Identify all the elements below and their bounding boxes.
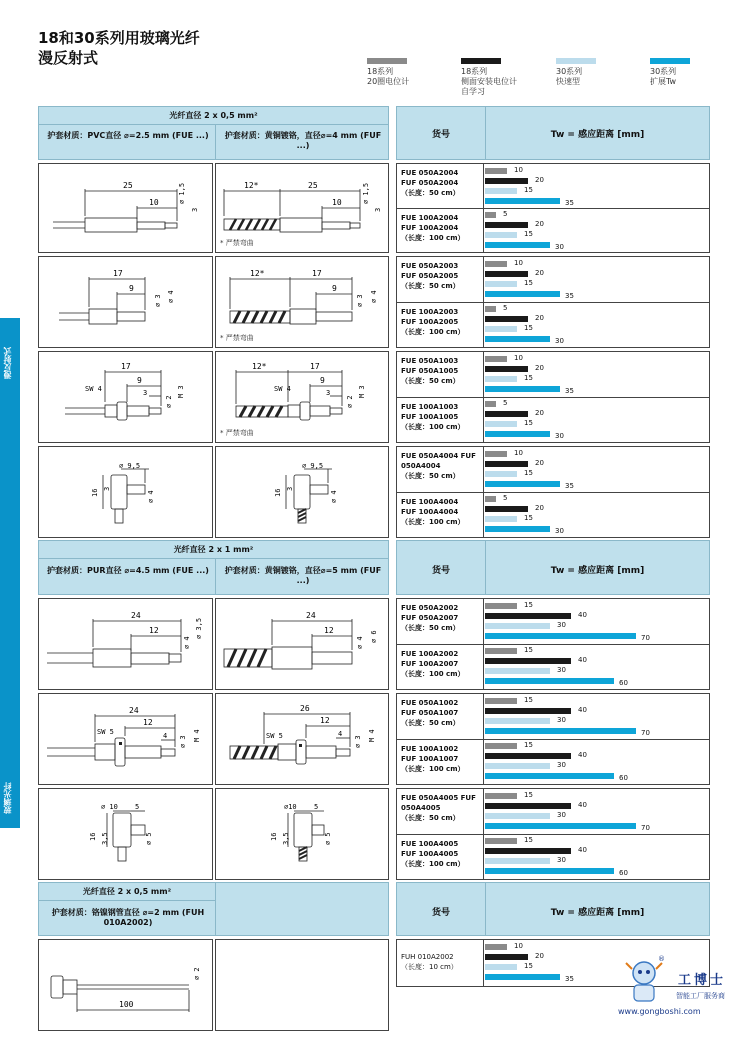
dim-label: 17 — [121, 362, 131, 371]
tw-bar-value: 70 — [641, 824, 650, 832]
tw-bar — [485, 168, 507, 174]
tw-bar — [485, 954, 528, 960]
tw-bar — [485, 623, 550, 629]
tw-bar — [485, 411, 528, 417]
tw-bar-value: 30 — [557, 761, 566, 769]
dim-label: ⌀ 5 — [145, 832, 153, 845]
dim-label: 9 — [320, 376, 325, 385]
tw-bar-value: 10 — [514, 259, 523, 267]
tw-bar-value: 15 — [524, 324, 533, 332]
dim-label: 10 — [332, 198, 342, 207]
tw-bar — [485, 838, 517, 844]
fiber-drawing — [39, 940, 212, 1030]
tw-bar — [485, 212, 496, 218]
dim-label: 12* — [244, 181, 259, 190]
tw-bar — [485, 753, 571, 759]
dim-label: ⌀ 4 — [167, 290, 175, 303]
dim-label: ⌀ 4 — [147, 490, 155, 503]
tw-bar — [485, 242, 550, 248]
dim-label: 16 — [274, 488, 282, 497]
dim-label: ⌀10 — [284, 803, 297, 811]
legend-label: 自学习 — [461, 87, 485, 96]
dim-label: M 4 — [193, 729, 201, 742]
product-code: FUE 100A1002 FUF 100A1007 （长度：100 cm） — [401, 745, 465, 773]
tw-bar-value: 35 — [565, 292, 574, 300]
note-no-bend: * 严禁弯曲 — [220, 334, 254, 342]
dim-label: 26 — [300, 704, 310, 713]
dim-label: 17 — [312, 269, 322, 278]
tw-bar-value: 20 — [535, 952, 544, 960]
legend-swatch — [367, 58, 407, 64]
legend-label: 快速型 — [556, 77, 580, 86]
tw-bar — [485, 743, 517, 749]
dim-label: M 3 — [358, 385, 366, 398]
dim-label: 9 — [332, 284, 337, 293]
tw-bar — [485, 633, 636, 639]
dim-label: 3,5 — [282, 832, 290, 845]
tw-bar — [485, 336, 550, 342]
tw-bar-value: 35 — [565, 199, 574, 207]
dim-label: 17 — [113, 269, 123, 278]
tw-bar-value: 60 — [619, 679, 628, 687]
tw-bar-value: 20 — [535, 409, 544, 417]
tw-bar — [485, 773, 614, 779]
drawing-cell — [215, 351, 389, 443]
tw-bar-value: 70 — [641, 634, 650, 642]
sidebar-label-top: 漫反射式 — [3, 347, 12, 379]
fiber-diameter: 光纤直径 2 x 1 mm² — [173, 545, 254, 554]
dim-label: ⌀ 3 — [179, 735, 187, 748]
tw-bar-value: 30 — [557, 811, 566, 819]
product-code: FUE 050A4005 FUF 050A4005 （长度：50 cm） — [401, 794, 476, 822]
tw-bar — [485, 718, 550, 724]
dim-label: 25 — [308, 181, 318, 190]
product-code: FUE 100A2003 FUF 100A2005 （长度：100 cm） — [401, 308, 465, 336]
tw-bar — [485, 232, 517, 238]
tw-bar — [485, 848, 571, 854]
tw-bar — [485, 813, 550, 819]
drawing-cell — [38, 939, 213, 1031]
dim-label: ⌀ 4 — [183, 636, 191, 649]
product-code: FUE 050A2002 FUF 050A2007 （长度：50 cm） — [401, 604, 460, 632]
tw-bar — [485, 728, 636, 734]
dim-label: 24 — [129, 706, 139, 715]
product-code: FUH 010A2002 （长度：10 cm） — [401, 953, 458, 971]
legend-swatch — [461, 58, 501, 64]
tw-header: Tw = 感应距离 [mm] — [550, 908, 645, 918]
tw-bar-value: 15 — [524, 646, 533, 654]
dim-label: ⌀ 4 — [356, 636, 364, 649]
product-group — [396, 788, 710, 880]
dim-label: 3 — [326, 389, 331, 397]
dim-label: ⌀ 2 — [165, 395, 173, 408]
product-code: FUE 100A2002 FUF 100A2007 （长度：100 cm） — [401, 650, 465, 678]
section-header-left — [38, 882, 389, 936]
dim-label: ⌀ 1,5 — [178, 182, 186, 204]
tw-bar-value: 10 — [514, 449, 523, 457]
tw-bar-value: 35 — [565, 975, 574, 983]
fiber-drawing — [216, 447, 388, 537]
dim-label: 3 — [103, 486, 111, 491]
tw-bar-value: 10 — [514, 354, 523, 362]
product-code: FUE 100A2004 FUF 100A2004 （长度：100 cm） — [401, 214, 465, 242]
drawing-cell — [38, 693, 213, 785]
section-header-right — [396, 882, 710, 936]
dim-label: ⌀ 3,5 — [195, 617, 203, 639]
tw-bar — [485, 496, 496, 502]
dim-label: SW 4 — [274, 385, 291, 393]
dim-label: 12 — [324, 626, 334, 635]
tw-bar-value: 15 — [524, 230, 533, 238]
tw-bar-value: 40 — [578, 751, 587, 759]
code-header: 货号 — [431, 566, 450, 576]
legend-label: 20圈电位计 — [367, 77, 410, 86]
robot-mascot-icon — [618, 955, 678, 1009]
fiber-drawing — [216, 599, 388, 689]
tw-bar — [485, 401, 496, 407]
tw-bar-value: 10 — [514, 942, 523, 950]
tw-bar — [485, 678, 614, 684]
tw-bar-value: 40 — [578, 656, 587, 664]
product-code: FUE 050A1003 FUF 050A1005 （长度：50 cm） — [401, 357, 460, 385]
dim-label: 10 — [149, 198, 159, 207]
dim-label: 3 — [143, 389, 148, 397]
tw-bar-value: 20 — [535, 504, 544, 512]
tw-bar — [485, 613, 571, 619]
tw-bar — [485, 281, 517, 287]
tw-bar-value: 20 — [535, 459, 544, 467]
fiber-drawing — [216, 694, 388, 784]
tw-bar-value: 30 — [557, 856, 566, 864]
tw-bar-value: 5 — [503, 210, 508, 218]
tw-bar — [485, 793, 517, 799]
product-group — [396, 256, 710, 348]
tw-bar — [485, 763, 550, 769]
dim-label: SW 4 — [85, 385, 102, 393]
tw-bar — [485, 376, 517, 382]
dim-label: ⌀ 6 — [370, 630, 378, 643]
tw-bar — [485, 188, 517, 194]
tw-bar — [485, 326, 517, 332]
legend-item-black — [461, 58, 517, 97]
tw-bar-value: 5 — [503, 399, 508, 407]
dim-label: 3 — [286, 486, 294, 491]
tw-bar-value: 5 — [503, 304, 508, 312]
dim-label: ⌀ 1,5 — [362, 182, 370, 204]
fiber-drawing — [39, 352, 212, 442]
section-header-left — [38, 106, 389, 160]
title-line-1: 18和30系列用玻璃光纤 — [38, 29, 200, 47]
tw-bar-value: 35 — [565, 387, 574, 395]
tw-bar-value: 15 — [524, 469, 533, 477]
legend-swatch — [556, 58, 596, 64]
dim-label: M 3 — [177, 385, 185, 398]
tw-bar — [485, 698, 517, 704]
tw-bar — [485, 858, 550, 864]
tw-bar — [485, 668, 550, 674]
dim-label: 12* — [250, 269, 265, 278]
product-code: FUE 050A4004 FUF 050A4004 （长度：50 cm） — [401, 452, 476, 480]
tw-bar — [485, 271, 528, 277]
legend-label: 18系列 — [461, 67, 488, 76]
tw-bar — [485, 823, 636, 829]
tw-bar-value: 15 — [524, 791, 533, 799]
tw-bar-value: 35 — [565, 482, 574, 490]
tw-bar-value: 30 — [555, 243, 564, 251]
section-header-right — [396, 540, 710, 595]
dim-label: SW 5 — [97, 728, 114, 736]
product-group — [396, 693, 710, 785]
dim-label: 24 — [306, 611, 316, 620]
fiber-diameter: 光纤直径 2 x 0,5 mm² — [82, 887, 172, 896]
code-header: 货号 — [431, 908, 450, 918]
tw-bar-value: 15 — [524, 836, 533, 844]
dim-label: 3,5 — [101, 832, 109, 845]
tw-bar-value: 15 — [524, 741, 533, 749]
tw-bar — [485, 944, 507, 950]
drawing-cell — [38, 788, 213, 880]
note-no-bend: * 严禁弯曲 — [220, 429, 254, 437]
dim-label: 9 — [129, 284, 134, 293]
legend-label: 30系列 — [556, 67, 583, 76]
dim-label: ⌀ 4 — [330, 490, 338, 503]
product-group — [396, 163, 710, 253]
tw-bar — [485, 316, 528, 322]
dim-label: 4 — [338, 730, 343, 738]
tw-bar-value: 40 — [578, 611, 587, 619]
tw-bar — [485, 386, 560, 392]
code-header: 货号 — [431, 130, 450, 140]
legend-swatch — [650, 58, 690, 64]
dim-label: 12 — [143, 718, 153, 727]
drawing-cell — [215, 693, 389, 785]
drawing-cell — [215, 163, 389, 253]
dim-label: 16 — [270, 832, 278, 841]
tw-bar — [485, 471, 517, 477]
dim-label: 5 — [135, 803, 140, 811]
fiber-diameter: 光纤直径 2 x 0,5 mm² — [169, 111, 258, 120]
dim-label: 24 — [131, 611, 141, 620]
dim-label: 12 — [149, 626, 159, 635]
legend-label: 扩展Tw — [650, 77, 677, 86]
tw-bar — [485, 648, 517, 654]
drawing-cell — [215, 256, 389, 348]
tw-bar — [485, 222, 528, 228]
tw-bar-value: 15 — [524, 374, 533, 382]
watermark-logo — [618, 955, 746, 1021]
tw-bar-value: 15 — [524, 419, 533, 427]
tw-bar-value: 15 — [524, 696, 533, 704]
tw-bar-value: 20 — [535, 220, 544, 228]
tw-bar — [485, 356, 507, 362]
dim-label: ⌀ 2 — [193, 967, 201, 980]
tw-bar-value: 20 — [535, 176, 544, 184]
fiber-drawing — [39, 694, 212, 784]
tw-bar-value: 30 — [555, 527, 564, 535]
tw-bar-value: 60 — [619, 774, 628, 782]
tw-bar-value: 60 — [619, 869, 628, 877]
tw-bar-value: 15 — [524, 279, 533, 287]
dim-label: ⌀ 4 — [370, 290, 378, 303]
dim-label: ⌀ 3 — [354, 735, 362, 748]
tw-bar-value: 5 — [503, 494, 508, 502]
sidebar-label-bottom: 玻璃光纤 — [3, 782, 12, 814]
tw-bar-value: 30 — [557, 716, 566, 724]
tw-bar — [485, 803, 571, 809]
tw-bar — [485, 603, 517, 609]
tw-bar — [485, 421, 517, 427]
tw-bar — [485, 261, 507, 267]
dim-label: SW 5 — [266, 732, 283, 740]
dim-label: ⌀ 3 — [356, 294, 364, 307]
tw-bar — [485, 868, 614, 874]
tw-bar-value: 15 — [524, 962, 533, 970]
dim-label: 9 — [137, 376, 142, 385]
dim-label: 100 — [119, 1000, 134, 1009]
tw-bar — [485, 506, 528, 512]
sheath-right: 护套材质：黄铜镀铬，直径⌀=4 mm (FUF ...) — [224, 131, 382, 150]
dim-label: 16 — [89, 832, 97, 841]
tw-header: Tw = 感应距离 [mm] — [550, 130, 645, 140]
legend-item-blue — [650, 58, 690, 87]
legend-label: 侧面安装电位计 — [461, 77, 517, 86]
fiber-drawing — [39, 789, 212, 879]
drawing-cell — [38, 256, 213, 348]
tw-bar-value: 20 — [535, 314, 544, 322]
tw-bar — [485, 526, 550, 532]
tw-bar-value: 15 — [524, 514, 533, 522]
fiber-drawing — [39, 257, 212, 347]
note-no-bend: * 严禁弯曲 — [220, 239, 254, 247]
dim-label: 3 — [191, 207, 199, 212]
drawing-cell — [215, 788, 389, 880]
product-code: FUE 100A4005 FUF 100A4005 （长度：100 cm） — [401, 840, 465, 868]
product-code: FUE 050A1002 FUF 050A1007 （长度：50 cm） — [401, 699, 460, 727]
sidebar-tab — [0, 318, 20, 828]
tw-bar-value: 15 — [524, 186, 533, 194]
tw-bar — [485, 708, 571, 714]
tw-bar — [485, 481, 560, 487]
tw-bar — [485, 306, 496, 312]
dim-label: ⌀ 9,5 — [119, 462, 141, 470]
drawing-cell — [38, 351, 213, 443]
tw-bar-value: 70 — [641, 729, 650, 737]
tw-bar — [485, 964, 517, 970]
drawing-cell — [38, 446, 213, 538]
tw-bar — [485, 974, 560, 980]
tw-bar-value: 20 — [535, 269, 544, 277]
fiber-drawing — [39, 599, 212, 689]
dim-label: M 4 — [368, 729, 376, 742]
legend-label: 18系列 — [367, 67, 394, 76]
tw-bar-value: 30 — [557, 666, 566, 674]
tw-bar-value: 15 — [524, 601, 533, 609]
legend-item-light — [556, 58, 596, 87]
dim-label: 5 — [314, 803, 319, 811]
dim-label: ⌀ 10 — [101, 803, 118, 811]
dim-label: 12 — [320, 716, 330, 725]
tw-bar-value: 20 — [535, 364, 544, 372]
fiber-drawing — [39, 164, 212, 252]
drawing-cell — [215, 446, 389, 538]
product-code: FUE 100A1003 FUF 100A1005 （长度：100 cm） — [401, 403, 465, 431]
tw-bar — [485, 461, 528, 467]
tw-bar-value: 40 — [578, 801, 587, 809]
tw-bar-value: 30 — [555, 432, 564, 440]
product-code: FUE 100A4004 FUF 100A4004 （长度：100 cm） — [401, 498, 465, 526]
tw-bar-value: 40 — [578, 706, 587, 714]
section-header-right — [396, 106, 710, 160]
dim-label: ⌀ 2 — [346, 395, 354, 408]
page-title — [38, 28, 200, 68]
watermark-subtitle: 智能工厂服务商 — [676, 992, 725, 1000]
tw-bar — [485, 516, 517, 522]
dim-label: ⌀ 5 — [324, 832, 332, 845]
tw-bar — [485, 658, 571, 664]
tw-bar — [485, 451, 507, 457]
tw-bar-value: 40 — [578, 846, 587, 854]
sheath-left: 护套材质：铬镍钢管直径 ⌀=2 mm (FUH 010A2002) — [51, 908, 205, 927]
drawing-cell — [38, 163, 213, 253]
product-code: FUE 050A2003 FUF 050A2005 （长度：50 cm） — [401, 262, 460, 290]
tw-bar — [485, 198, 560, 204]
tw-bar — [485, 366, 528, 372]
section-header-left — [38, 540, 389, 595]
title-line-2: 漫反射式 — [38, 49, 99, 67]
dim-label: 3 — [374, 207, 382, 212]
product-code: FUE 050A2004 FUF 050A2004 （长度：50 cm） — [401, 169, 460, 197]
tw-bar — [485, 291, 560, 297]
drawing-cell-empty — [215, 939, 389, 1031]
dim-label: 16 — [91, 488, 99, 497]
tw-bar — [485, 431, 550, 437]
legend-item-gray — [367, 58, 409, 87]
drawing-cell — [215, 598, 389, 690]
tw-bar — [485, 178, 528, 184]
sheath-left: 护套材质：PVC直径 ⌀=2.5 mm (FUE ...) — [47, 131, 209, 140]
tw-bar-value: 10 — [514, 166, 523, 174]
tw-header: Tw = 感应距离 [mm] — [550, 566, 645, 576]
dim-label: ⌀ 3 — [154, 294, 162, 307]
watermark-url: www.gongboshi.com — [618, 1007, 701, 1016]
legend-label: 30系列 — [650, 67, 677, 76]
watermark-registered: ® — [658, 955, 665, 963]
product-group — [396, 446, 710, 538]
fiber-drawing — [39, 447, 212, 537]
fiber-drawing — [216, 789, 388, 879]
dim-label: 12* — [252, 362, 267, 371]
dim-label: 17 — [310, 362, 320, 371]
dim-label: ⌀ 9,5 — [302, 462, 324, 470]
dim-label: 25 — [123, 181, 133, 190]
product-group — [396, 351, 710, 443]
tw-bar-value: 30 — [557, 621, 566, 629]
sheath-left: 护套材质：PUR直径 ⌀=4.5 mm (FUE ...) — [47, 566, 209, 575]
tw-bar-value: 30 — [555, 337, 564, 345]
product-group — [396, 598, 710, 690]
drawing-cell — [38, 598, 213, 690]
dim-label: 4 — [163, 732, 168, 740]
watermark-brand: 工博士 — [678, 973, 727, 988]
sheath-right: 护套材质：黄铜镀铬，直径⌀=5 mm (FUF ...) — [224, 566, 382, 585]
